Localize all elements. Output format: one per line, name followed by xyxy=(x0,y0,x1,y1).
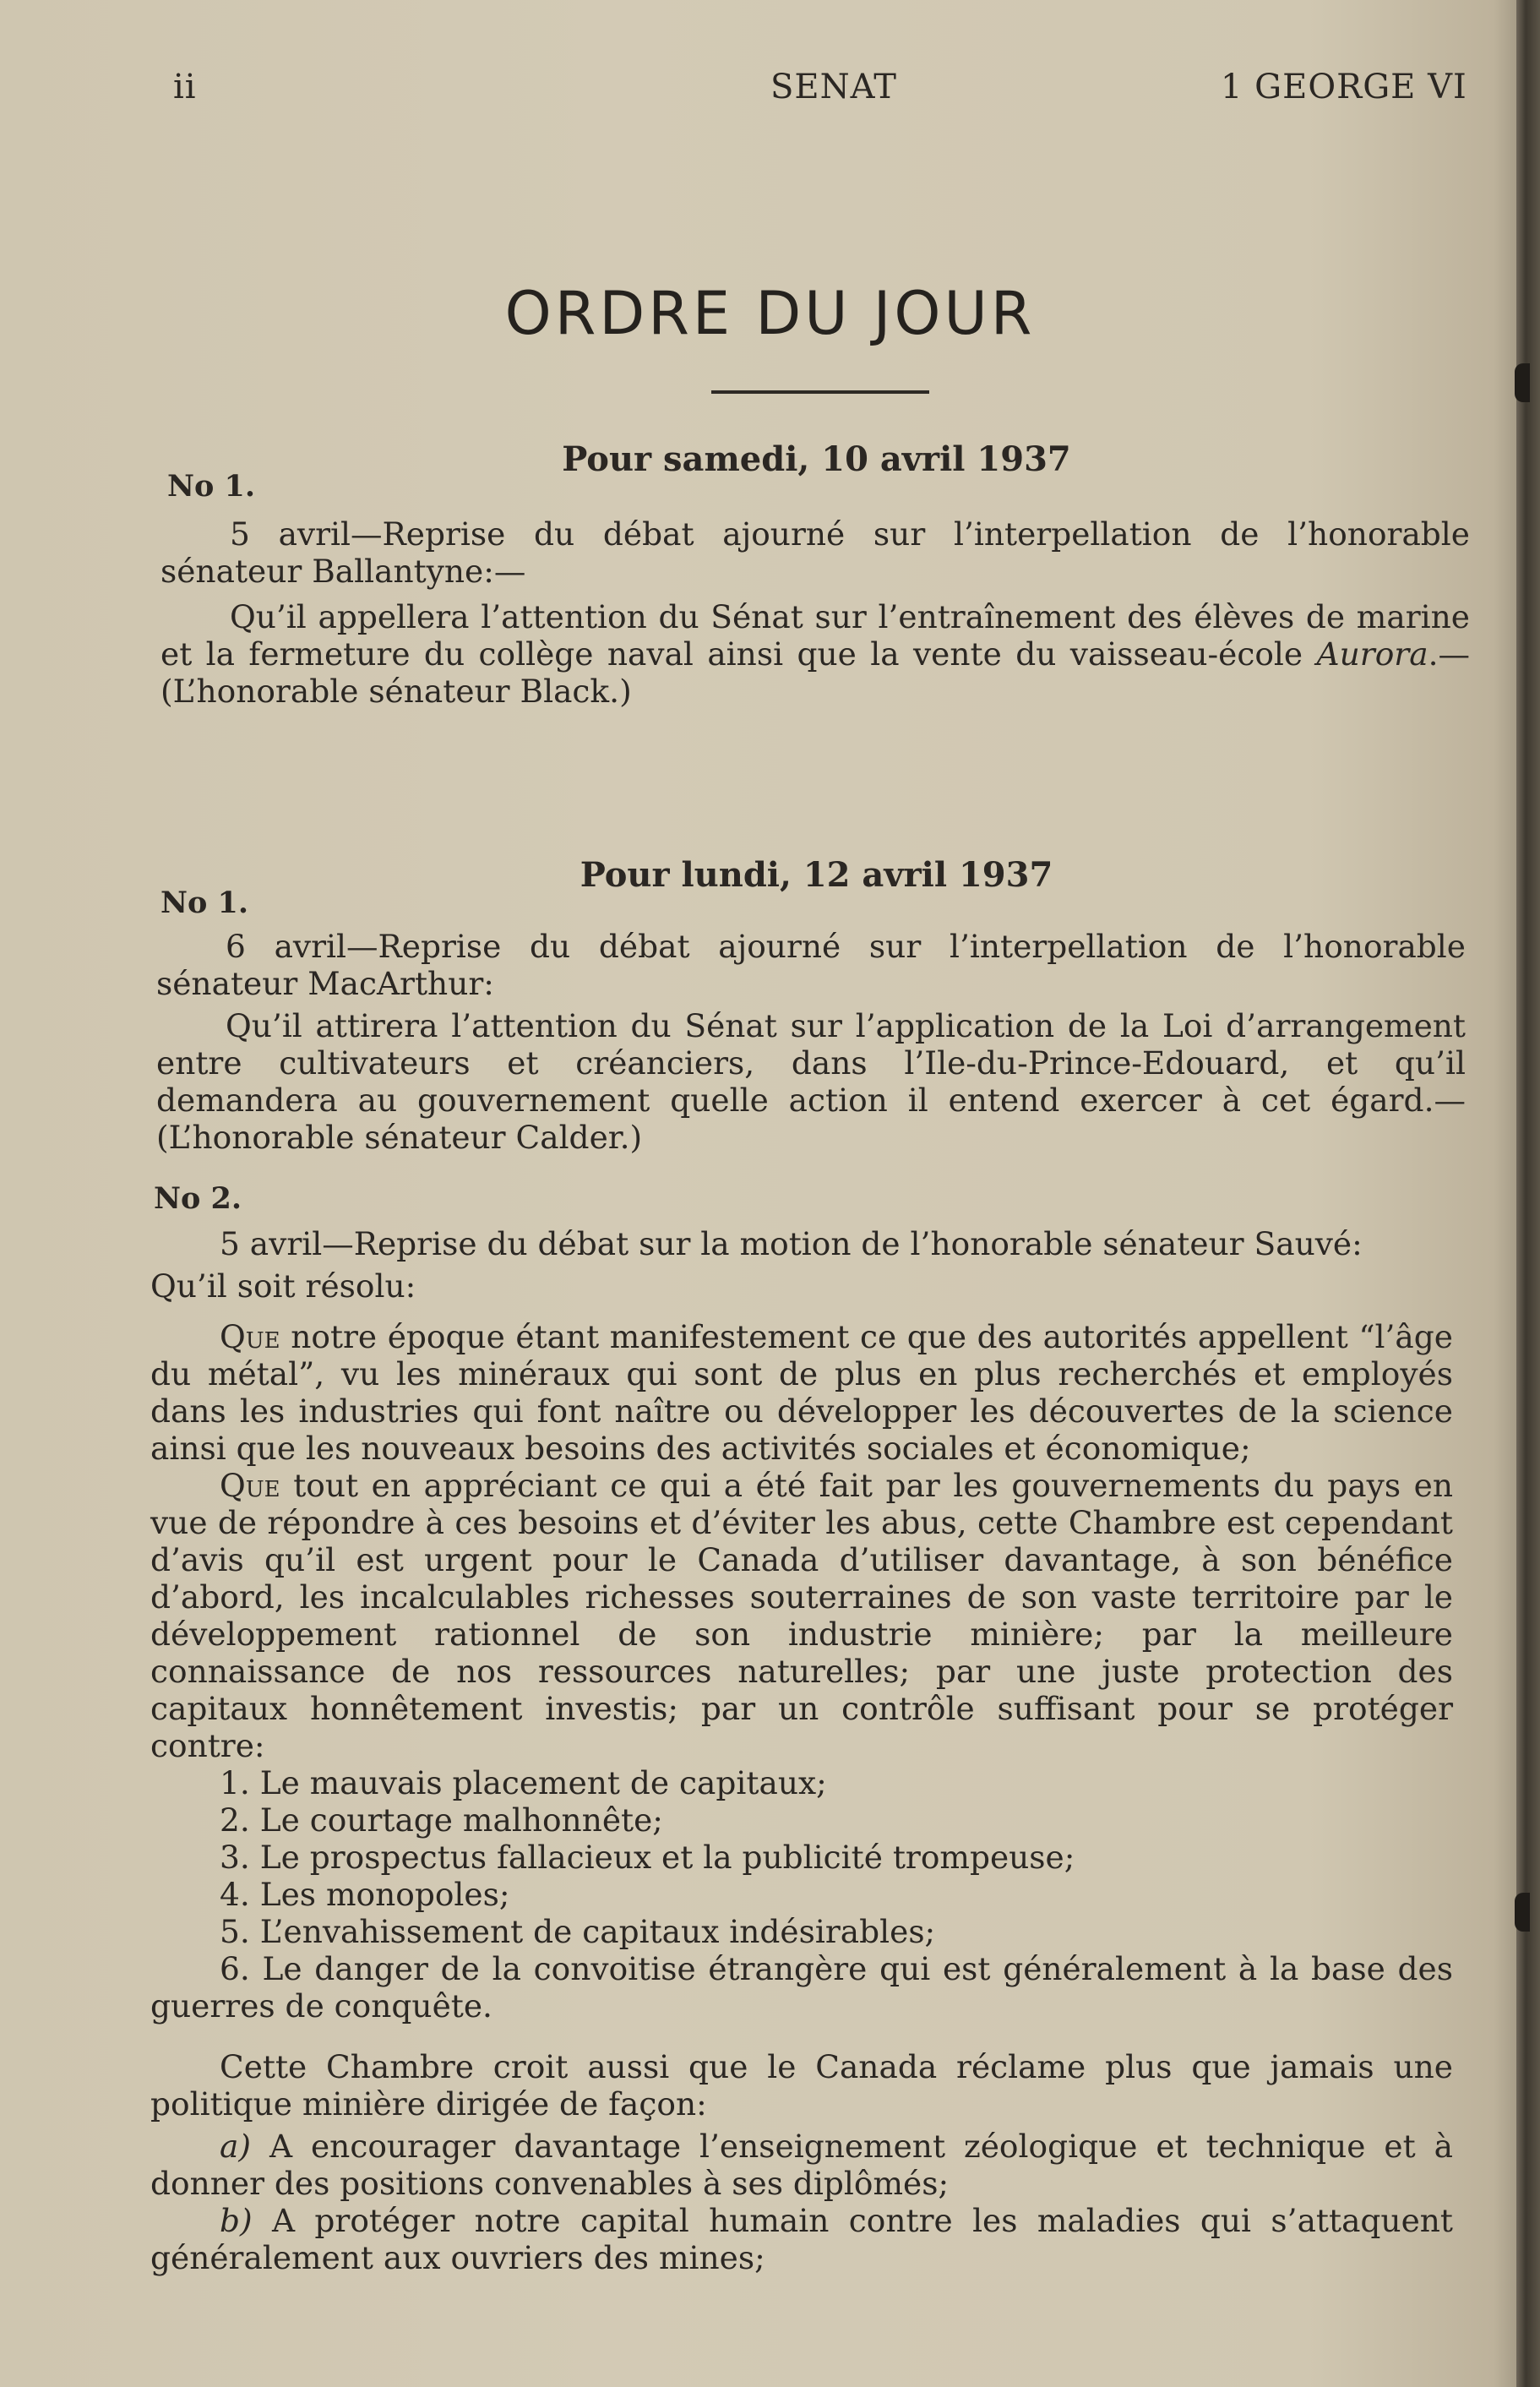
section1-item xyxy=(161,515,1470,710)
section1-heading: Pour samedi, 10 avril 1937 xyxy=(562,439,1071,479)
section2-item1-intro: 6 avril—Reprise du débat ajourné sur l’interpellation de l’honorable sénateur MacArthur: xyxy=(156,928,1466,1002)
section1-item-number: No 1. xyxy=(167,469,256,504)
section2-item1-text: Qu’il attirera l’attention du Sénat sur l’application de la Loi d’arrangement entre cultivateurs et créanciers, dans l’Ile-du-Prince-Edouard, et qu’il demandera au gouvernement quelle action il entend exercer à cet égard.—(L’honorable sénateur Calder.) xyxy=(156,1007,1466,1156)
motion-para-3: Cette Chambre croit aussi que le Canada réclame plus que jamais une politique minière dirigée de façon: xyxy=(150,2048,1453,2123)
list-item: 1. Le mauvais placement de capitaux; xyxy=(220,1764,827,1801)
section2-item2-number: No 2. xyxy=(154,1181,242,1216)
binding-tab-mark-top xyxy=(1515,363,1530,402)
section1-item-intro: 5 avril—Reprise du débat ajourné sur l’interpellation de l’honorable sénateur Ballantyne:— xyxy=(161,515,1470,590)
section2-item2-resolved: Qu’il soit résolu: xyxy=(150,1267,416,1305)
page-title: ORDRE DU JOUR xyxy=(504,279,1036,348)
section2-item2-intro: 5 avril—Reprise du débat sur la motion de l’honorable sénateur Sauvé: xyxy=(220,1225,1363,1262)
header-right: 1 GEORGE VI xyxy=(1221,68,1467,106)
section1-item-text: Qu’il appellera l’attention du Sénat sur l’entraînement des élèves de marine et la fermeture du collège naval ainsi que la vente du vaisseau-école Aurora.—(L’honorable sénateur Black.) xyxy=(161,598,1470,710)
motion-para-1: Que notre époque étant manifestement ce que des autorités appellent “l’âge du métal”, vu les minéraux qui sont de plus en plus recherchés et employés dans les industries qui font naître ou développer les découvertes de la science ainsi que les nouveaux besoins des activités sociales et économique; xyxy=(150,1318,1453,1467)
header-center: SENAT xyxy=(770,68,897,106)
section2-heading: Pour lundi, 12 avril 1937 xyxy=(580,855,1053,895)
page-edge-shadow xyxy=(1516,0,1540,2387)
motion-para-2: Que tout en appréciant ce qui a été fait par les gouvernements du pays en vue de répondre à ces besoins et d’éviter les abus, cette Chambre est cependant d’avis qu’il est urgent pour le Canada d’utiliser davantage, à son bénéfice d’abord, les incalculables richesses souterraines de son vaste territoire par le développement rationnel de son industrie minière; par la meilleure connaissance de nos ressources naturelles; par une juste protection des capitaux honnêtement investis; par un contrôle suffisant pour se protéger contre: xyxy=(150,1467,1453,1764)
section2-item1-number: No 1. xyxy=(161,886,249,920)
binding-tab-mark-bottom xyxy=(1515,1893,1530,1932)
section2-item1 xyxy=(156,928,1466,1156)
title-rule xyxy=(711,390,929,394)
page-number: ii xyxy=(173,68,197,106)
list-item: 2. Le courtage malhonnête; xyxy=(220,1801,663,1839)
list-item: 6. Le danger de la convoitise étrangère qui est généralement à la base des guerres de conquête. xyxy=(150,1950,1453,2025)
ship-name: Aurora xyxy=(1316,635,1428,673)
sub-item-a: a) A encourager davantage l’enseignement zéologique et technique et à donner des positions convenables à ses diplômés; xyxy=(150,2128,1453,2202)
list-item: 5. L’envahissement de capitaux indésirables; xyxy=(220,1913,936,1950)
list-item: 3. Le prospectus fallacieux et la publicité trompeuse; xyxy=(220,1839,1075,1876)
list-item: 4. Les monopoles; xyxy=(220,1876,510,1913)
running-header xyxy=(0,68,1540,118)
section2-item2 xyxy=(150,1225,1453,2276)
sub-item-b: b) A protéger notre capital humain contre les maladies qui s’attaquent généralement aux ouvriers des mines; xyxy=(150,2202,1453,2276)
